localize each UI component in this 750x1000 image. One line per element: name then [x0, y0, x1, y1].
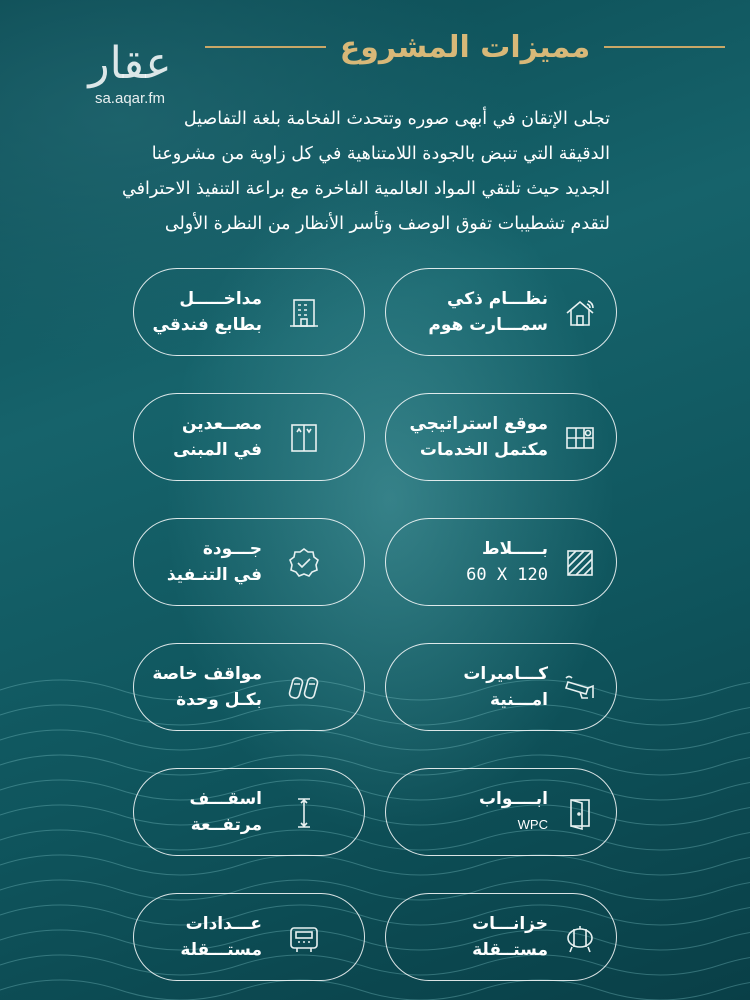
feature-card-meters: [133, 893, 365, 981]
feature-card-quality: [133, 518, 365, 606]
building-icon: [286, 295, 322, 331]
feature-title: كـــاميرات: [463, 664, 548, 684]
quality-badge-icon: [286, 545, 322, 581]
intro-line: تجلى الإتقان في أبهى صوره وتتحدث الفخامة بلغة التفاصيل: [183, 109, 610, 129]
logo-word: عقار: [88, 38, 172, 89]
meter-icon: [286, 920, 322, 956]
logo-url: sa.aqar.fm: [94, 90, 166, 107]
feature-title: مداخـــــل: [179, 289, 262, 309]
feature-subtitle: بطابع فندقي: [152, 315, 262, 335]
map-icon: [562, 420, 598, 456]
feature-subtitle: مرتفــعة: [190, 815, 262, 835]
feature-subtitle: امـــنية: [490, 690, 548, 710]
feature-subtitle: سمـــارت هوم: [428, 315, 548, 335]
feature-card-smart-home: [385, 268, 617, 356]
door-icon: [562, 795, 598, 831]
security-camera-icon: [562, 670, 598, 706]
intro-line: الجديد حيث تلتقي المواد العالمية الفاخرة مع براعة التنفيذ الاحترافي: [122, 179, 610, 199]
feature-subtitle: 60 X 120: [466, 565, 548, 585]
feature-title: مواقف خاصة: [152, 664, 262, 684]
tiles-icon: [562, 545, 598, 581]
cars-icon: [286, 670, 322, 706]
feature-card-parking: [133, 643, 365, 731]
feature-title: ابــــواب: [478, 789, 548, 809]
page-title-row: [205, 22, 725, 72]
aqar-watermark-logo: [70, 40, 190, 107]
feature-card-doors: [385, 768, 617, 856]
feature-subtitle: مستــقلة: [472, 940, 548, 960]
elevator-icon: [286, 420, 322, 456]
feature-subtitle: مستـــقلة: [180, 940, 262, 960]
smart-home-icon: [562, 295, 598, 331]
title-divider-left: [205, 46, 326, 48]
intro-line: لتقدم تشطيبات تفوق الوصف وتأسر الأنظار من النظرة الأولى: [164, 214, 610, 234]
feature-card-ceilings: [133, 768, 365, 856]
feature-card-elevators: [133, 393, 365, 481]
wave-pattern-decoration: [0, 670, 750, 1000]
feature-title: اسقـــف: [189, 789, 262, 809]
feature-title: خزانـــات: [472, 914, 548, 934]
feature-card-tiles: [385, 518, 617, 606]
feature-subtitle: مكتمل الخدمات: [419, 440, 548, 460]
feature-title: جـــودة: [202, 539, 262, 559]
feature-subtitle: بكـل وحدة: [176, 690, 262, 710]
feature-subtitle: WPC: [517, 817, 548, 832]
feature-title: مصــعدين: [182, 414, 262, 434]
water-tank-icon: [562, 920, 598, 956]
intro-paragraph: [100, 102, 610, 242]
feature-subtitle: في المبنى: [173, 440, 262, 460]
feature-card-cameras: [385, 643, 617, 731]
intro-line: الدقيقة التي تنبض بالجودة اللامتناهية في كل زاوية من مشروعنا: [151, 144, 610, 164]
feature-title: موقع استراتيجي: [409, 414, 548, 434]
feature-title: بـــــلاط: [482, 539, 548, 559]
title-divider-right: [604, 46, 725, 48]
feature-subtitle: في التنـفيذ: [166, 565, 262, 585]
feature-title: عـــدادات: [185, 914, 262, 934]
feature-card-tanks: [385, 893, 617, 981]
page-title: مميزات المشروع: [339, 29, 591, 65]
feature-card-location: [385, 393, 617, 481]
feature-title: نظـــام ذكي: [447, 289, 548, 309]
height-arrow-icon: [286, 795, 322, 831]
feature-card-entrances: [133, 268, 365, 356]
